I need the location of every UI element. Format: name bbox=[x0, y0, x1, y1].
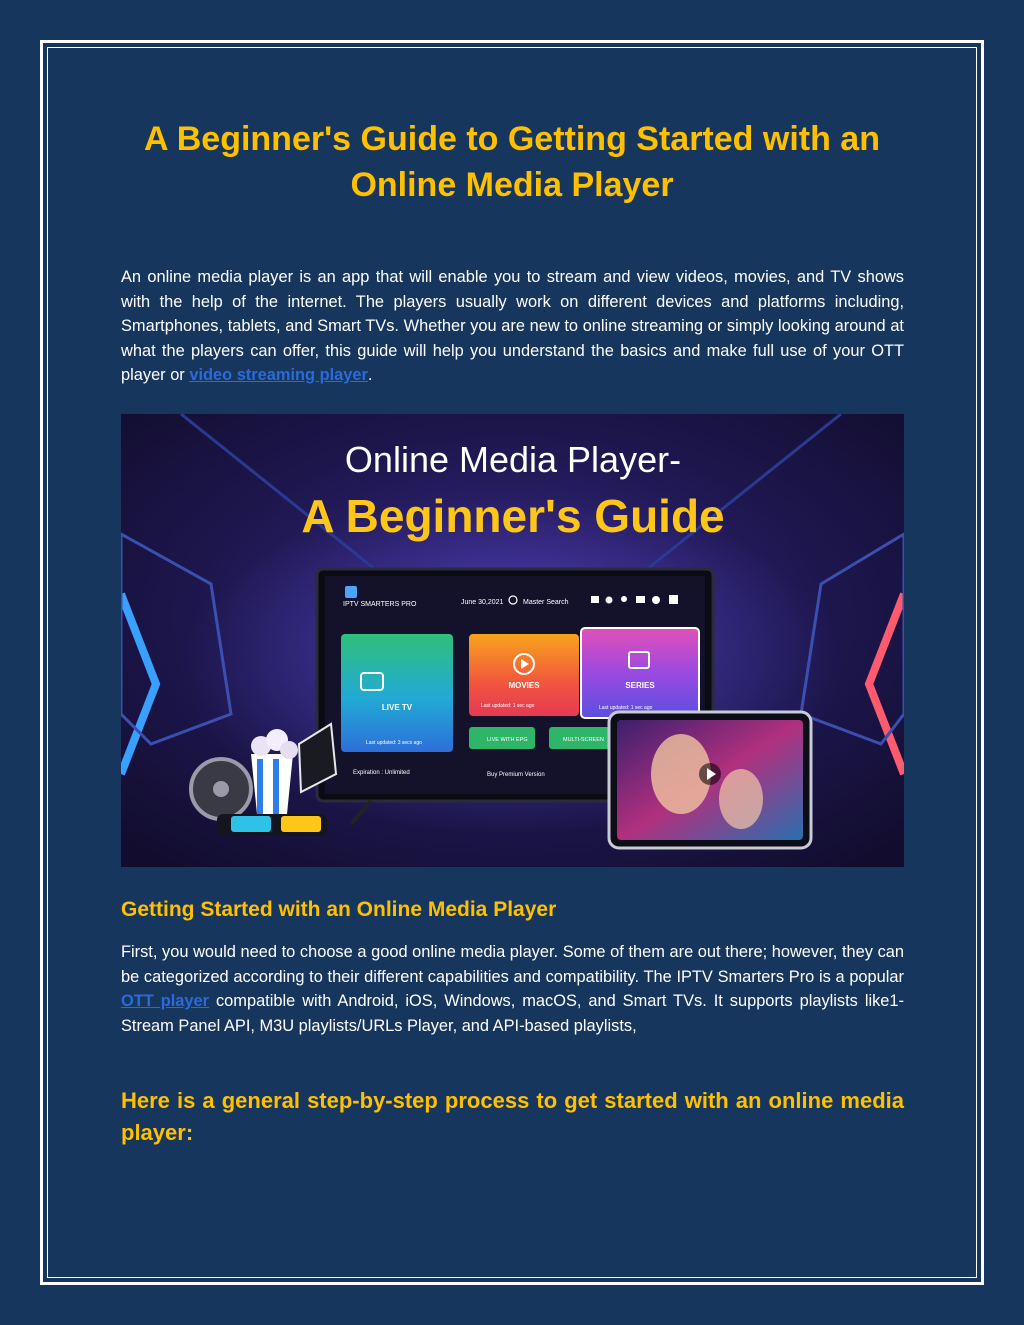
section-text: First, you would need to choose a good online media player. Some of them are out there; however, they can be categorized according to their different capabilities and compatibility. The IPTV Smarters Pro is a popular bbox=[121, 943, 904, 986]
hero-image bbox=[121, 414, 904, 867]
tile-multi-screen-label: MULTI-SCREEN bbox=[563, 737, 604, 743]
hero-heading-line1: Online Media Player- bbox=[344, 439, 682, 480]
tile-movies-label: MOVIES bbox=[508, 681, 540, 690]
ott-player-link[interactable]: OTT player bbox=[121, 992, 210, 1010]
app-date: June 30,2021 bbox=[461, 599, 504, 606]
user-icon bbox=[621, 596, 627, 602]
document-title: A Beginner's Guide to Getting Started with an Online Media Player bbox=[144, 120, 880, 204]
intro-paragraph bbox=[121, 265, 904, 388]
tile-live-with-epg-label: LIVE WITH EPG bbox=[487, 737, 528, 743]
tablet-illustration bbox=[609, 712, 811, 848]
video-streaming-player-link[interactable]: video streaming player bbox=[189, 366, 368, 384]
steps-heading: Here is a general step-by-step process to get started with an online media player: bbox=[121, 1088, 904, 1145]
intro-text-end: . bbox=[367, 366, 373, 384]
expiration-text: Expiration : Unlimited bbox=[353, 770, 410, 776]
bell-icon bbox=[606, 597, 613, 604]
section-heading: Getting Started with an Online Media Player bbox=[121, 898, 557, 921]
tile-movies-updated: Last updated: 1 sec ago bbox=[481, 703, 535, 709]
buy-premium-text: Buy Premium Version bbox=[487, 772, 545, 778]
gear-icon bbox=[652, 596, 660, 604]
tile-live-tv-label: LIVE TV bbox=[381, 703, 413, 712]
tile-series-updated: Last updated: 1 sec ago bbox=[599, 705, 653, 711]
tv-guide-icon bbox=[591, 596, 599, 603]
section-text-end: compatible with Android, iOS, Windows, macOS, and Smart TVs. It supports playlists like1-Stream Panel API, M3U playlists/URLs Player, and API-based playlists, bbox=[121, 992, 904, 1035]
switch-user-icon bbox=[669, 595, 678, 604]
app-brand: IPTV SMARTERS PRO bbox=[343, 601, 417, 608]
section-paragraph bbox=[121, 940, 904, 1038]
intro-text: An online media player is an app that will enable you to stream and view videos, movies, and TV shows with the help of the internet. The players usually work on different devices and platforms including, Smartphones, tablets, and Smart TVs. Whether you are new to online streaming or simply looking around at what the players can offer, this guide will help you understand the basics and make full use of your OTT player or bbox=[121, 268, 904, 384]
app-search-label: Master Search bbox=[523, 599, 569, 606]
tile-series-label: SERIES bbox=[625, 681, 655, 690]
record-icon bbox=[636, 596, 645, 603]
tile-live-tv-updated: Last updated: 3 secs ago bbox=[366, 740, 422, 746]
hero-heading-line2: A Beginner's Guide bbox=[301, 490, 725, 542]
tile-live-tv bbox=[341, 634, 453, 752]
